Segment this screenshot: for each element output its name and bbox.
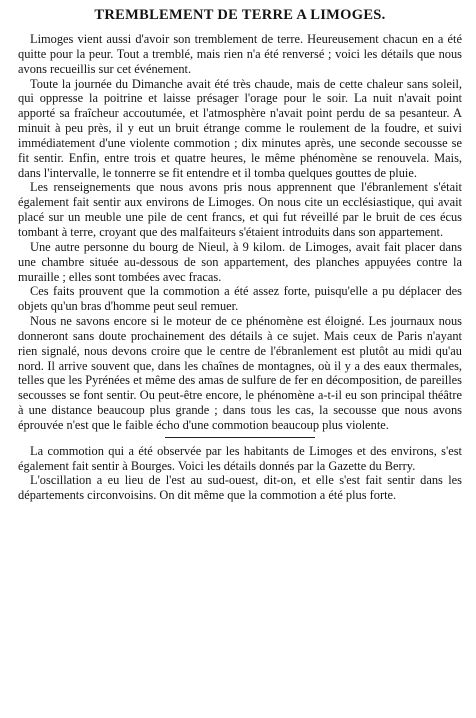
paragraph-origin: Nous ne savons encore si le moteur de ce phénomène est éloigné. Les journaux nous donneront sans doute prochainement des détails à ce sujet. Mais ceux de Paris n'ayant rien signalé, nous devons croire que le centre de l'ébranlement est plutôt au midi qu'au nord. Il arrive souvent que, dans les chaînes de montagnes, où il y a des eaux thermales, telles que les Pyrénées et même des amas de sulfure de fer en décomposition, de pareilles secousses se font sentir. Ou peut-être encore, le phénomène a-t-il eu son principal théâtre à une distance beaucoup plus grande ; dans tous les cas, la secousse que nous avons éprouvée n'est que le faible écho d'une commotion beaucoup plus violente. — [18, 314, 462, 432]
paragraph-proof: Ces faits prouvent que la commotion a été assez forte, puisqu'elle a pu déplacer des objets qu'un bras d'homme peut seul remuer. — [18, 284, 462, 314]
article-title: TREMBLEMENT DE TERRE A LIMOGES. — [94, 7, 386, 23]
paragraph-oscillation: L'oscillation a eu lieu de l'est au sud-ouest, dit-on, et elle s'est fait sentir dans les départements circonvoisins. On dit même que la commotion a été plus forte. — [18, 473, 462, 503]
paragraph-sunday-events: Toute la journée du Dimanche avait été très chaude, mais de cette chaleur sans soleil, qui oppresse la poitrine et laisse présager l'orage pour le soir. La nuit n'avait point apporté sa fraîcheur accoutumée, et l'atmosphère n'avait point perdu de sa pesanteur. A minuit à peu près, il y eut un bruit étrange comme le roulement de la foudre, et suivi immédiatement d'une violente commotion ; dix minutes après, une seconde secousse se fit sentir. Enfin, entre trois et quatre heures, le même phénomène se renouvela. Mais, dans l'intervalle, le tonnerre se fit entendre et il tomba quelques gouttes de pluie. — [18, 76, 462, 180]
paragraph-nieul: Une autre personne du bourg de Nieul, à 9 kilom. de Limoges, avait fait placer dans une chambre située au-dessous de son appartement, des planches appuyées contre la muraille ; elles sont tombées avec fracas. — [18, 239, 462, 284]
paragraph-bourges: La commotion qui a été observée par les habitants de Limoges et des environs, s'est également fait sentir à Bourges. Voici les détails donnés par la Gazette du Berry. — [18, 443, 462, 473]
paragraph-intro: Limoges vient aussi d'avoir son tremblement de terre. Heureusement chacun en a été quitte pour la peur. Tout a tremblé, mais rien n'a été renversé ; voici les détails que nous avons recueillis sur cet événement. — [18, 32, 462, 76]
paragraph-information: Les renseignements que nous avons pris nous apprennent que l'ébranlement s'était également fait sentir aux environs de Limoges. On nous cite un ecclésiastique, qui avait placé sur un meuble une pile de cent francs, et qui fut réveillé par le bruit de ces écus tombant à terre, croyant que des malfaiteurs s'étaient introduits dans son appartement. — [18, 180, 462, 239]
section-divider — [165, 437, 315, 438]
